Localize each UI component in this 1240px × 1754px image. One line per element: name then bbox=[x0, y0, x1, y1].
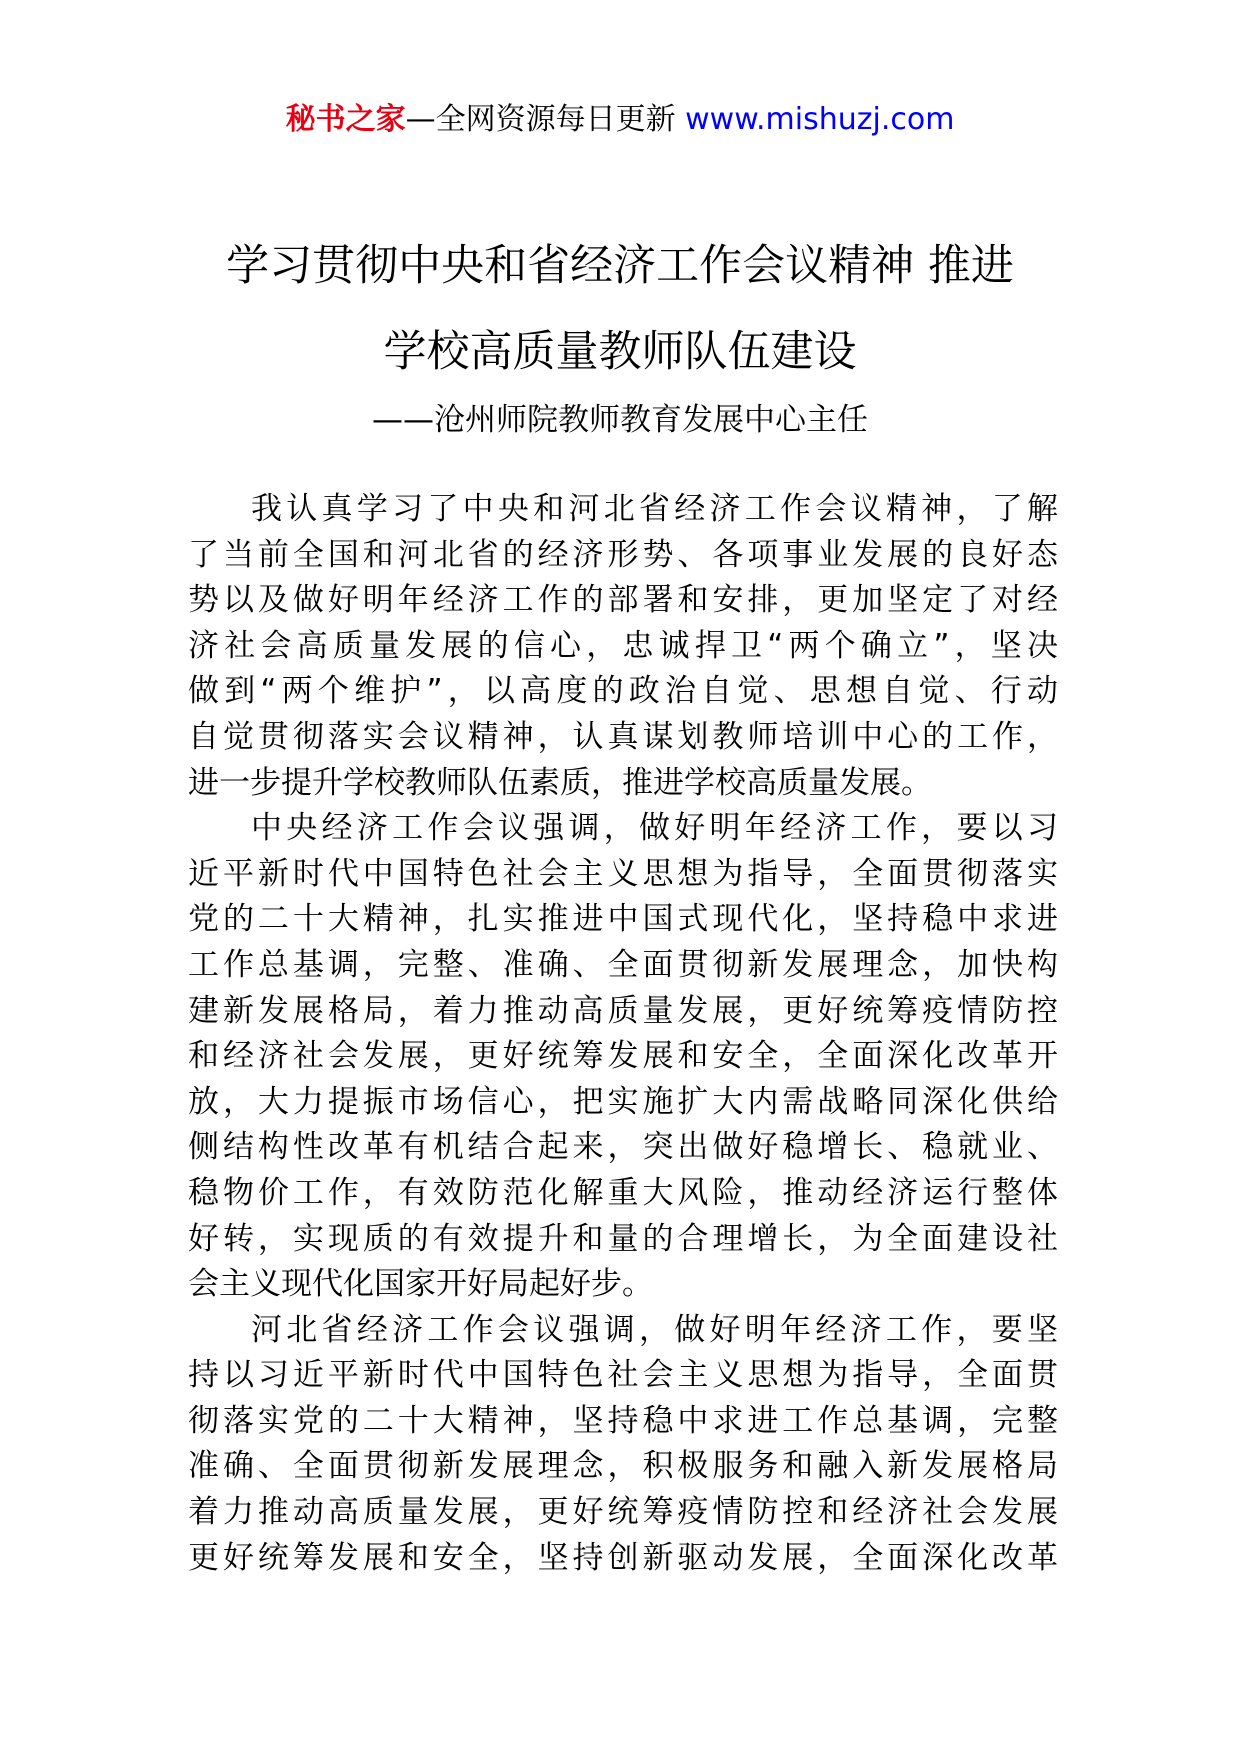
paragraph-line: 济社会高质量发展的信心，忠诚捍卫“两个确立”，坚决 bbox=[188, 627, 1058, 664]
paragraph-line: 党的二十大精神，扎实推进中国式现代化，坚持稳中求进 bbox=[188, 901, 1058, 938]
paragraph-line: 了当前全国和河北省的经济形势、各项事业发展的良好态 bbox=[188, 536, 1058, 573]
paragraph-line: 稳物价工作，有效防范化解重大风险，推动经济运行整体 bbox=[188, 1174, 1058, 1211]
paragraph-line: 更好统筹发展和安全，坚持创新驱动发展，全面深化改革 bbox=[188, 1539, 1058, 1576]
paragraph-line: 建新发展格局，着力推动高质量发展，更好统筹疫情防控 bbox=[188, 992, 1058, 1029]
paragraph-line: 彻落实党的二十大精神，坚持稳中求进工作总基调，完整 bbox=[188, 1402, 1058, 1439]
paragraph-line: 工作总基调，完整、准确、全面贯彻新发展理念，加快构 bbox=[188, 946, 1058, 983]
document-subtitle: ——沧州师院教师教育发展中心主任 bbox=[372, 402, 868, 438]
paragraph-line: 中央经济工作会议强调，做好明年经济工作，要以习 bbox=[251, 810, 1058, 847]
paragraph-1 bbox=[188, 487, 1058, 806]
paragraph-line: 着力推动高质量发展，更好统筹疫情防控和经济社会发展 bbox=[188, 1494, 1058, 1531]
paragraph-line: 河北省经济工作会议强调，做好明年经济工作，要坚 bbox=[251, 1311, 1058, 1348]
paragraph-line: 好转，实现质的有效提升和量的合理增长，为全面建设社 bbox=[188, 1220, 1058, 1257]
paragraph-2 bbox=[188, 806, 1058, 1308]
paragraph-line: 和经济社会发展，更好统筹发展和安全，全面深化改革开 bbox=[188, 1038, 1058, 1075]
document-body bbox=[188, 487, 1058, 1581]
site-url-link[interactable]: www.mishuzj.com bbox=[685, 102, 955, 137]
paragraph-3 bbox=[188, 1308, 1058, 1582]
paragraph-line: 自觉贯彻落实会议精神，认真谋划教师培训中心的工作， bbox=[188, 718, 1058, 755]
paragraph-line: 进一步提升学校教师队伍素质，推进学校高质量发展。 bbox=[188, 764, 932, 801]
paragraph-line: 持以习近平新时代中国特色社会主义思想为指导，全面贯 bbox=[188, 1357, 1058, 1394]
paragraph-line: 我认真学习了中央和河北省经济工作会议精神，了解 bbox=[251, 491, 1058, 527]
paragraph-line: 势以及做好明年经济工作的部署和安排，更加坚定了对经 bbox=[188, 582, 1058, 619]
site-slogan: —全网资源每日更新 bbox=[405, 102, 676, 137]
paragraph-line: 放，大力提振市场信心，把实施扩大内需战略同深化供给 bbox=[188, 1083, 1058, 1120]
document-title-line-1: 学习贯彻中央和省经济工作会议精神 推进 bbox=[226, 241, 1014, 291]
paragraph-line: 近平新时代中国特色社会主义思想为指导，全面贯彻落实 bbox=[188, 855, 1058, 892]
paragraph-line: 会主义现代化国家开好局起好步。 bbox=[188, 1266, 653, 1303]
site-brand: 秘书之家 bbox=[285, 102, 406, 137]
paragraph-line: 侧结构性改革有机结合起来，突出做好稳增长、稳就业、 bbox=[188, 1129, 1058, 1166]
paragraph-line: 做到“两个维护”，以高度的政治自觉、思想自觉、行动 bbox=[188, 673, 1058, 710]
site-header bbox=[0, 100, 1240, 140]
document-title-line-2: 学校高质量教师队伍建设 bbox=[383, 327, 857, 377]
paragraph-line: 准确、全面贯彻新发展理念，积极服务和融入新发展格局 bbox=[188, 1448, 1058, 1485]
